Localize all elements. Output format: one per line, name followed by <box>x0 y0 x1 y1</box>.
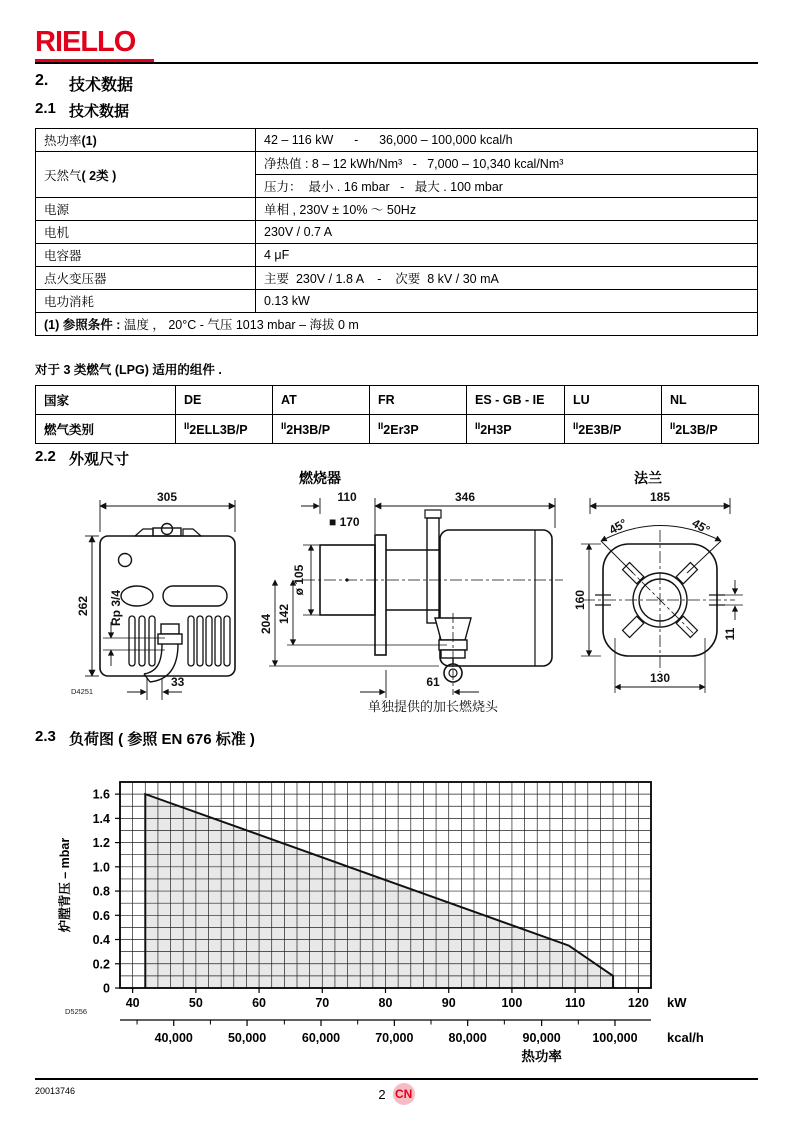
row-value: 压力： 最小 . 16 mbar - 最大 . 100 mbar <box>256 175 758 198</box>
column-header: ES - GB - IE <box>467 386 565 415</box>
dim-label-45-right: 45° <box>689 515 713 538</box>
section-2-1-heading <box>35 100 129 121</box>
dim-label-160: 160 <box>573 589 587 611</box>
category-prefix: II <box>184 421 190 432</box>
row-label: 天然气 <box>44 168 82 183</box>
x-axis-unit: kW <box>667 995 687 1010</box>
gas-category: $^{II}$2Er3P <box>370 415 467 444</box>
section-2-2-heading: 2.2 外观尺寸 <box>35 448 130 468</box>
tech-data-table <box>35 128 758 336</box>
row-label: 电功消耗 <box>36 290 256 313</box>
x-tick-label: 50 <box>188 996 203 1010</box>
gas-category: $^{II}$2E3B/P <box>565 415 662 444</box>
y-tick-label: 1.0 <box>92 860 110 875</box>
section-2-heading <box>35 72 133 95</box>
table-row <box>36 267 758 290</box>
footnote-label: (1) 参照条件 : <box>44 318 121 332</box>
row-label: 电机 <box>36 221 256 244</box>
x-tick-label: 80 <box>378 996 393 1010</box>
dim-label-204: 204 <box>259 613 273 635</box>
secondary-axis-unit: kcal/h <box>667 1030 704 1045</box>
row-value: 0.13 kW <box>256 290 758 313</box>
secondary-tick-label: 100,000 <box>592 1031 638 1045</box>
dim-label-262: 262 <box>76 595 90 617</box>
dim-label-170: ■ 170 <box>329 515 360 529</box>
row-value: 主要 230V / 1.8 A - 次要 8 kV / 30 mA <box>256 267 758 290</box>
column-header: 国家 <box>36 386 176 415</box>
y-tick-label: 0.2 <box>92 957 110 972</box>
gas-category: $^{II}$2H3P <box>467 415 565 444</box>
gas-category: $^{II}$2H3B/P <box>273 415 370 444</box>
row-value: 净热值 : 8 – 12 kWh/Nm³ - 7,000 – 10,340 kcal/Nm³ <box>256 152 758 175</box>
x-tick-label: 100 <box>501 996 523 1010</box>
footer-page-number: 2 <box>378 1086 386 1102</box>
lpg-intro-text: 对于 3 类燃气 (LPG) 适用的组件 . <box>35 363 222 377</box>
load-chart <box>35 756 758 1076</box>
gas-category: $^{II}$2ELL3B/P <box>176 415 273 444</box>
riello-logo <box>35 28 154 64</box>
row-label: 电容器 <box>36 244 256 267</box>
footnote-text: 温度 ， 20°C - 气压 1013 mbar – 海拔 0 m <box>123 318 359 332</box>
row-value: 4 μF <box>256 244 758 267</box>
dim-label-305: 305 <box>156 490 178 504</box>
lpg-value-row <box>36 415 759 444</box>
y-axis-title: 炉膛背压 – mbar <box>58 837 72 933</box>
y-tick-label: 0.4 <box>92 933 110 948</box>
x-tick-label: 40 <box>125 996 140 1010</box>
dim-label-110: 110 <box>337 490 357 504</box>
gas-elbow <box>144 624 182 682</box>
row-note: ( 2类 ) <box>81 168 117 183</box>
row-value: 42 – 116 kW - 36,000 – 100,000 kcal/h <box>256 129 758 152</box>
drawing-caption: 单独提供的加长燃烧头 <box>367 699 499 714</box>
section-2-3-heading: 2.3 负荷图 ( 参照 EN 676 标准 ) <box>35 728 255 748</box>
x-tick-label: 90 <box>441 996 456 1010</box>
table-row <box>36 129 758 152</box>
flange-view <box>581 498 743 693</box>
secondary-tick-label: 70,000 <box>375 1031 414 1045</box>
table-row <box>36 244 758 267</box>
footer-doc-number: 20013746 <box>35 1086 76 1096</box>
row-note: (1) <box>81 134 97 148</box>
table-row <box>36 198 758 221</box>
section-number: 2.1 <box>35 100 56 117</box>
dim-label-rp34: Rp 3/4 <box>109 589 123 627</box>
column-header: NL <box>662 386 759 415</box>
dim-label-130: 130 <box>649 671 671 685</box>
dimension-drawings <box>35 488 758 718</box>
y-tick-label: 1.6 <box>92 787 110 802</box>
footer-center <box>0 1083 793 1105</box>
y-tick-label: 1.2 <box>92 836 110 851</box>
dim-label-33: 33 <box>171 675 185 689</box>
header-rule <box>35 62 758 64</box>
row-value: 单相 , 230V ± 10% ～ 50Hz <box>256 198 758 221</box>
x-axis-title: 热功率 <box>521 1049 562 1064</box>
column-header: AT <box>273 386 370 415</box>
row-label: 电源 <box>36 198 256 221</box>
column-header: FR <box>370 386 467 415</box>
language-badge: CN <box>393 1083 415 1105</box>
dim-label-61: 61 <box>426 675 440 689</box>
x-tick-label: 110 <box>565 996 586 1010</box>
chart-code-d5256: D5256 <box>65 1007 88 1016</box>
dim-label-185: 185 <box>649 490 671 504</box>
secondary-tick-label: 90,000 <box>522 1031 561 1045</box>
burner-side-view <box>269 498 563 698</box>
gas-valve <box>435 613 471 695</box>
section-title: 技术数据 <box>69 77 134 94</box>
lpg-header-row <box>36 386 759 415</box>
secondary-tick-label: 40,000 <box>154 1031 193 1045</box>
row-label: 点火变压器 <box>36 267 256 290</box>
x-tick-label: 70 <box>315 996 330 1010</box>
riello-logo-text: RIELLO <box>35 26 136 58</box>
dim-label-105: ø 105 <box>292 564 306 596</box>
y-tick-label: 0.8 <box>92 884 110 899</box>
row-label: 燃气类别 <box>36 415 176 444</box>
flange-drawing-label: 法兰 <box>634 470 662 486</box>
x-tick-label: 120 <box>627 996 649 1010</box>
section-number: 2. <box>35 72 49 89</box>
row-value: 230V / 0.7 A <box>256 221 758 244</box>
secondary-tick-label: 60,000 <box>301 1031 341 1045</box>
lpg-gas-table <box>35 385 759 444</box>
table-row <box>36 152 758 175</box>
y-tick-label: 0 <box>103 981 110 996</box>
table-row <box>36 290 758 313</box>
footer-rule <box>35 1078 758 1080</box>
column-header: LU <box>565 386 662 415</box>
burner-drawing-label: 燃烧器 <box>299 470 341 486</box>
secondary-tick-label: 80,000 <box>448 1031 487 1045</box>
y-tick-label: 1.4 <box>92 811 110 826</box>
secondary-tick-label: 50,000 <box>227 1031 267 1045</box>
burner-front-view <box>85 500 235 700</box>
gas-category: $^{II}$2L3B/P <box>662 415 759 444</box>
table-footnote-row <box>36 313 758 336</box>
dim-label-142: 142 <box>277 603 291 625</box>
dim-label-45-left: 45° <box>606 515 630 538</box>
drawing-code-d4251: D4251 <box>71 687 94 696</box>
row-label: 热功率 <box>44 134 82 148</box>
x-tick-label: 60 <box>252 996 267 1010</box>
table-row <box>36 221 758 244</box>
y-tick-label: 0.6 <box>92 908 110 923</box>
dim-label-11: 11 <box>723 627 737 641</box>
dim-label-346: 346 <box>454 490 476 504</box>
column-header: DE <box>176 386 273 415</box>
section-title: 技术数据 <box>69 103 130 120</box>
